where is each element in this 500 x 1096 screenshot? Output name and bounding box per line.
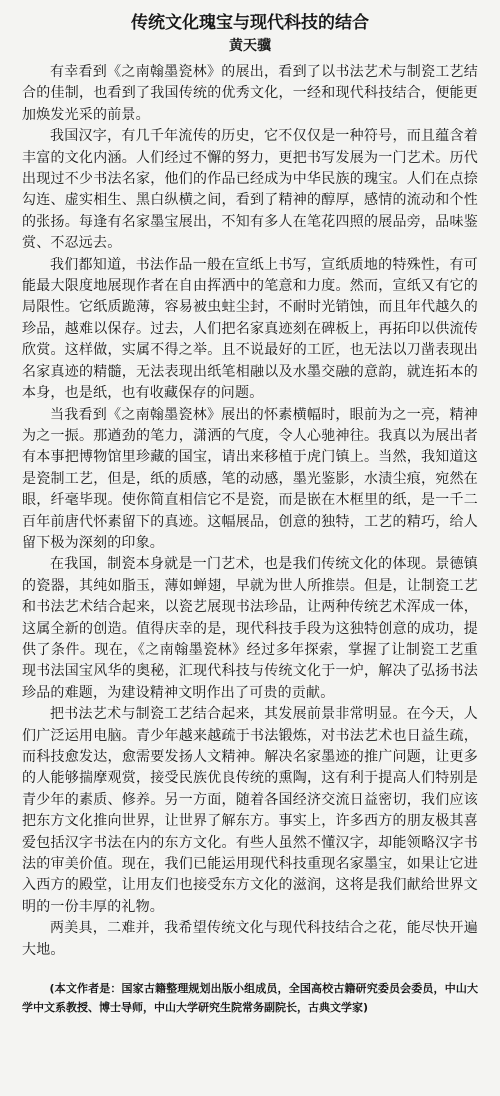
- paragraph-4: 当我看到《之南翰墨瓷林》展出的怀素横幅时，眼前为之一亮，精神为之一振。那遒劲的笔力，潇洒的气度，令人心驰神往。我真以为展出者有本事把博物馆里珍藏的国宝，请出来移植于虎门镇上。当然，我知道这是瓷制工艺，但是，纸的质感，笔的动感，墨光鉴影，水渍尘痕，宛然在眼，纤毫毕现。使你简直相信它不是瓷，而是嵌在木框里的纸，是一千二百年前唐代怀素留下的真迹。这幅展品，创意的独特，工艺的精巧，给人留下极为深刻的印象。: [22, 406, 478, 551]
- paragraph-6: 把书法艺术与制瓷工艺结合起来，其发展前景非常明显。在今天，人们广泛运用电脑。青少年越来越疏于书法锻炼，对书法艺术也日益生疏，而科技愈发达，愈需要发扬人文精神。解决名家墨迹的推广问题，让更多的人能够揣摩观赏，接受民族优良传统的熏陶，这有利于提高人们特别是青少年的素质、修养。另一方面，随着各国经济交流日益密切，我们应该把东方文化推向世界，让世界了解东方。事实上，许多西方的朋友极其喜爱包括汉字书法在内的东方文化。有些人虽然不懂汉字，却能领略汉字书法的审美价值。现在，我们已能运用现代科技重现名家墨宝，如果让它进入西方的殿堂，让用友们也接受东方文化的滋润，这将是我们献给世界文明的一份丰厚的礼物。: [22, 706, 478, 915]
- paragraph-3: 我们都知道，书法作品一般在宣纸上书写，宣纸质地的特殊性，有可能最大限度地展现作者在自由挥洒中的笔意和力度。然而，宣纸又有它的局限性。它纸质跪薄，容易被虫蛀尘封，不耐时光销蚀，而且年代越久的珍品，越难以保存。过去，人们把名家真迹刻在碑板上，再拓印以供流传欣赏。这样做，实属不得之举。且不说最好的工匠，也无法以刀凿表现出名家真迹的精髓，无法表现出纸笔相融以及水墨交融的意韵，就连拓本的本身，也是纸，也有收藏保存的问题。: [22, 256, 478, 402]
- paragraph-2: 我国汉字，有几千年流传的历史，它不仅仅是一种符号，而且蕴含着丰富的文化内涵。人们经过不懈的努力，更把书写发展为一门艺术。历代出现过不少书法名家，他们的作品已经成为中华民族的瑰宝。人们在点捺勾连、虚实相生、黑白纵横之间，看到了精神的醇厚，感情的流动和个性的张扬。每逢有名家墨宝展出，不知有多人在笔花四照的展品旁，品味鉴赏、不忍远去。: [22, 128, 478, 252]
- article-body: [22, 62, 478, 961]
- article-title: 传统文化瑰宝与现代科技的结合: [131, 13, 369, 33]
- author-note: (本文作者是：国家古籍整理规划出版小组成员，全国高校古籍研究委员会委员，中山大学中文系教授、博士导师，中山大学研究生院常务副院长，古典文学家): [22, 982, 478, 1015]
- article-author: 黄天骥: [229, 38, 271, 54]
- paragraph-1: 有幸看到《之南翰墨瓷林》的展出，看到了以书法艺术与制瓷工艺结合的佳制，也看到了我国传统的优秀文化，一经和现代科技结合，便能更加焕发光采的前景。: [22, 64, 478, 123]
- paragraph-5: 在我国，制瓷本身就是一门艺术，也是我们传统文化的体现。景德镇的瓷器，其纯如脂玉，薄如蝉翅，早就为世人所推崇。但是，让制瓷工艺和书法艺术结合起来，以瓷艺展现书法珍品，让两种传统艺术浑成一体，这属全新的创造。值得庆幸的是，现代科技手段为这独特创意的成功，提供了条件。现在，《之南翰墨瓷林》经过多年探索，掌握了让制瓷工艺重现书法国宝风华的奥秘，汇现代科技与传统文化于一炉，解决了弘扬书法珍品的难题，为建设精神文明作出了可贵的贡献。: [22, 556, 478, 701]
- paragraph-7: 两美具，二难并，我希望传统文化与现代科技结合之花，能尽快开遍大地。: [22, 920, 478, 958]
